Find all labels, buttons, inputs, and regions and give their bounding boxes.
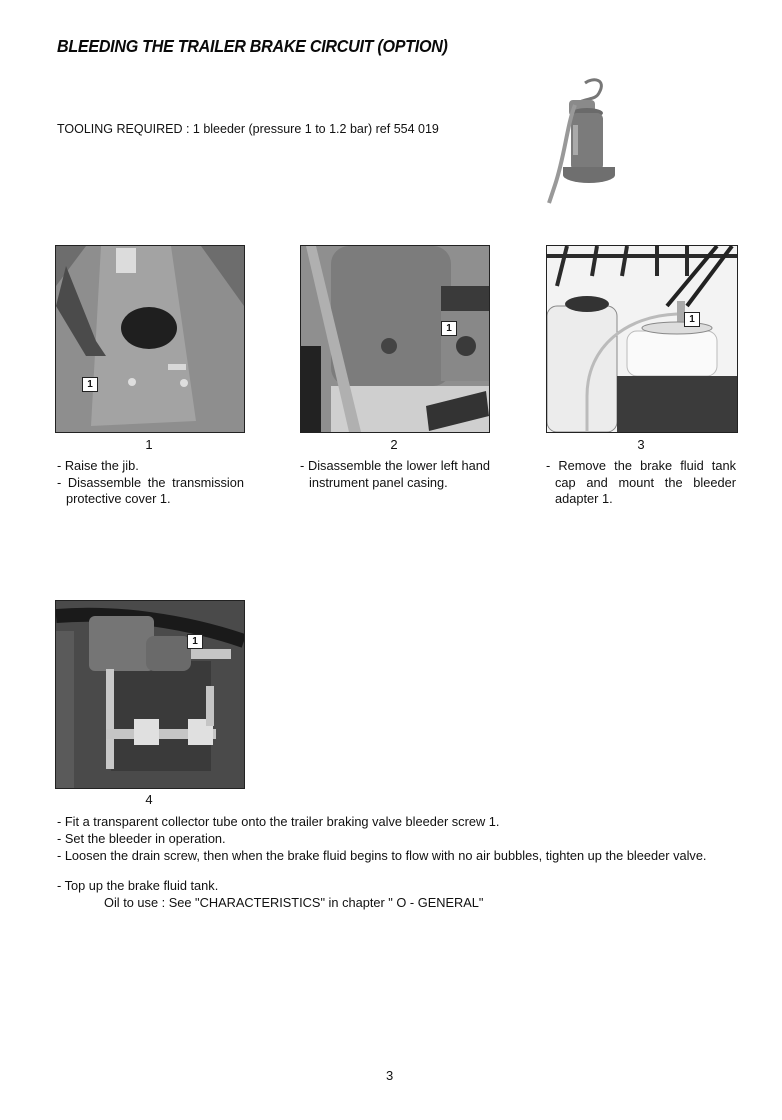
figure-1-number: 1: [145, 437, 153, 452]
figure-1-step: - Disassemble the transmission protective cover 1.: [57, 474, 244, 506]
figure-3-callout: 1: [684, 312, 700, 327]
figure-2-photo: [300, 245, 490, 433]
page-title: BLEEDING THE TRAILER BRAKE CIRCUIT (OPTION): [57, 36, 448, 56]
figure-1-callout: 1: [82, 377, 98, 392]
figure-1-caption: [57, 458, 244, 508]
figure-2-step: - Disassemble the lower left hand instrument panel casing.: [300, 458, 490, 490]
top-up-step: - Top up the brake fluid tank.: [57, 878, 219, 893]
figure-2-number: 2: [390, 437, 398, 452]
figure-3-number: 3: [637, 437, 645, 452]
figure-2-caption: [300, 458, 490, 491]
instruction-step: - Fit a transparent collector tube onto the trailer braking valve bleeder screw 1.: [57, 814, 500, 829]
figure-3-step: - Remove the brake fluid tank cap and mount the bleeder adapter 1.: [546, 458, 736, 506]
figure-4-number: 4: [145, 792, 153, 807]
tooling-required-text: TOOLING REQUIRED : 1 bleeder (pressure 1 to 1.2 bar) ref 554 019: [57, 122, 439, 136]
top-up-section: [57, 877, 767, 911]
instruction-step: - Set the bleeder in operation.: [57, 831, 226, 846]
oil-note: Oil to use : See "CHARACTERISTICS" in chapter " O - GENERAL": [104, 895, 484, 910]
bleeder-tool-image: [545, 75, 630, 210]
figure-4-callout: 1: [187, 634, 203, 649]
figure-3-caption: [546, 458, 736, 508]
figure-2-callout: 1: [441, 321, 457, 336]
figure-3-photo: [546, 245, 738, 433]
figure-1-photo: [55, 245, 245, 433]
figure-1-step: - Raise the jib.: [57, 458, 139, 473]
page-number: 3: [386, 1068, 394, 1083]
instructions-list: [57, 813, 767, 864]
instruction-step: - Loosen the drain screw, then when the brake fluid begins to flow with no air bubbles, tighten up the bleeder valve.: [57, 848, 707, 863]
figure-4-photo: [55, 600, 245, 789]
